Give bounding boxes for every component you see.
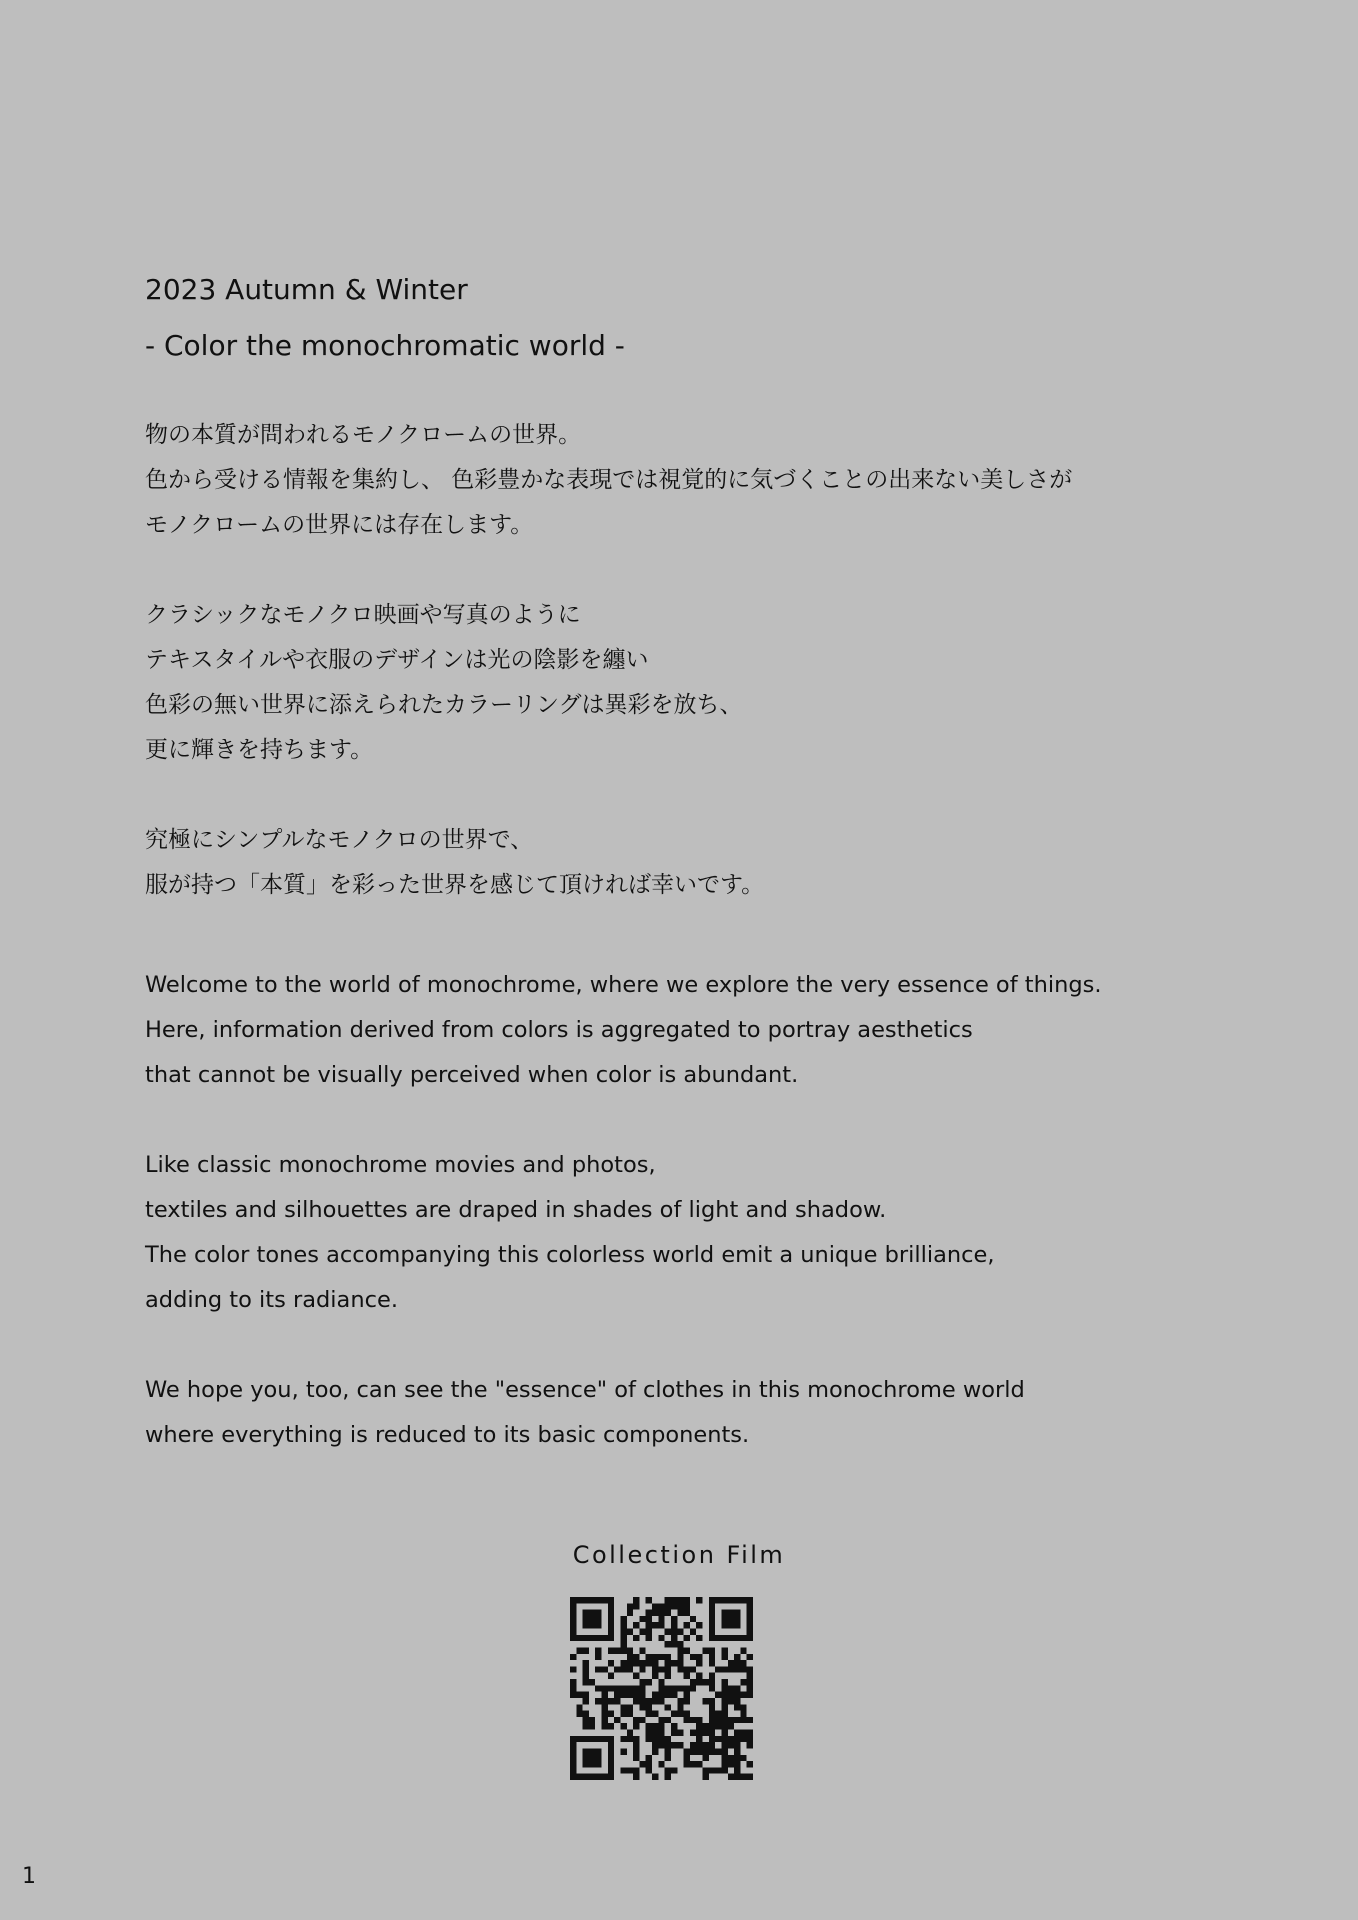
en-line: Welcome to the world of monochrome, where we explore the very essence of things. <box>145 972 1102 998</box>
ja-line: モノクロームの世界には存在します。 <box>145 512 534 538</box>
ja-line: 色彩の無い世界に添えられたカラーリングは異彩を放ち、 <box>145 692 743 718</box>
ja-line: クラシックなモノクロ映画や写真のように <box>145 602 581 628</box>
ja-paragraph-3 <box>145 818 1245 908</box>
en-line: where everything is reduced to its basic components. <box>145 1422 750 1448</box>
en-line: textiles and silhouettes are draped in shades of light and shadow. <box>145 1197 887 1223</box>
ja-paragraph-1 <box>145 413 1245 548</box>
ja-line: テキスタイルや衣服のデザインは光の陰影を纏い <box>145 647 649 673</box>
collection-theme-subtitle: - Color the monochromatic world - <box>145 329 625 362</box>
ja-line: 服が持つ「本質」を彩った世界を感じて頂ければ幸いです。 <box>145 872 765 898</box>
ja-line: 物の本質が問われるモノクロームの世界。 <box>145 422 582 448</box>
page-number: 1 <box>22 1864 36 1889</box>
collection-film-label: Collection Film <box>572 1541 786 1569</box>
ja-paragraph-2 <box>145 593 1245 773</box>
en-line: adding to its radiance. <box>145 1287 398 1313</box>
en-line: Like classic monochrome movies and photos, <box>145 1152 656 1178</box>
en-paragraph-1 <box>145 963 1245 1098</box>
ja-line: 究極にシンプルなモノクロの世界で、 <box>145 827 534 853</box>
ja-line: 色から受ける情報を集約し、 色彩豊かな表現では視覚的に気づくことの出来ない美しさが <box>145 467 1073 493</box>
ja-line: 更に輝きを持ちます。 <box>145 737 374 763</box>
en-line: that cannot be visually perceived when color is abundant. <box>145 1062 799 1088</box>
en-line: The color tones accompanying this colorless world emit a unique brilliance, <box>145 1242 995 1268</box>
en-paragraph-2 <box>145 1143 1245 1323</box>
qr-code-icon[interactable] <box>570 1597 753 1780</box>
statement-text <box>145 262 1245 1458</box>
en-paragraph-3 <box>145 1368 1245 1458</box>
collection-season-title: 2023 Autumn & Winter <box>145 273 468 306</box>
en-line: We hope you, too, can see the "essence" of clothes in this monochrome world <box>145 1377 1025 1403</box>
en-line: Here, information derived from colors is aggregated to portray aesthetics <box>145 1017 973 1043</box>
